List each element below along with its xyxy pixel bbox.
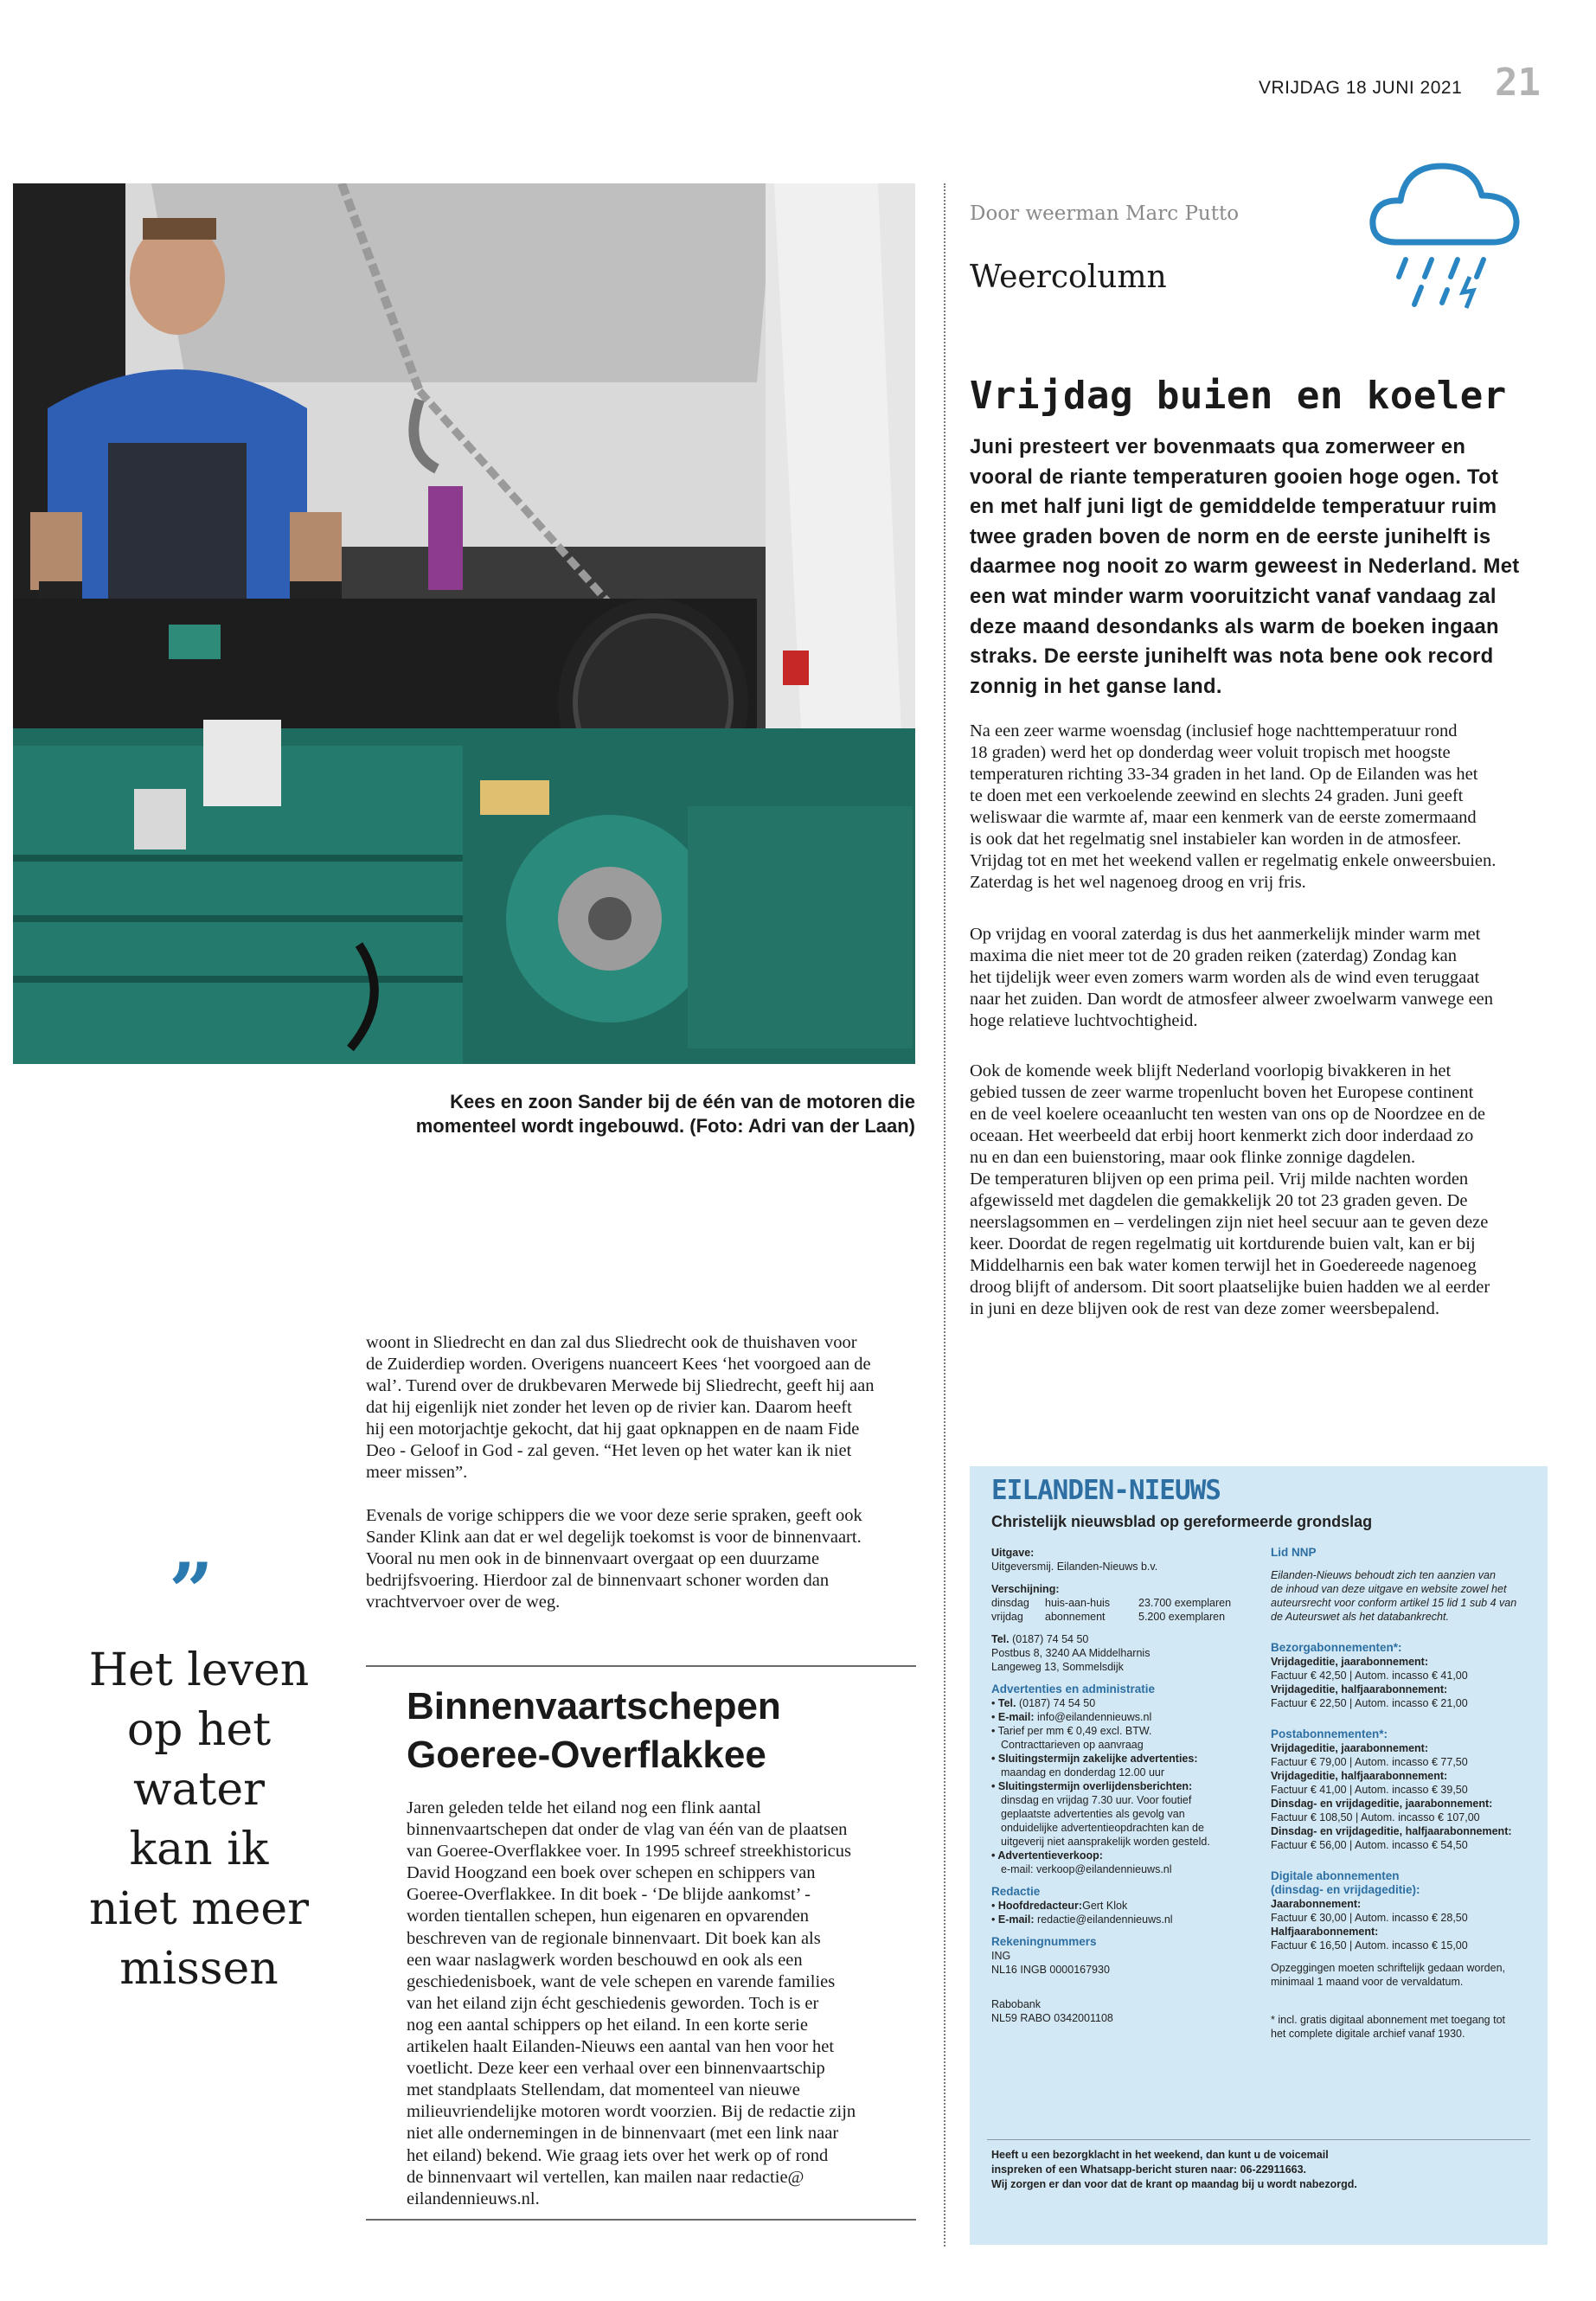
redactie-heading: Redactie: [991, 1885, 1041, 1898]
colophon-box: [970, 1466, 1548, 2245]
hoofdred-value: Gert Klok: [1082, 1900, 1128, 1912]
sub-price: Factuur € 22,50 | Autom. incasso € 21,00: [1271, 1697, 1468, 1709]
caption-line: momenteel wordt ingebouwd. (Foto: Adri van der Laan): [415, 1115, 915, 1137]
text-line: Goeree-Overflakkee. In dit boek - ‘De blijde aankomst’ -: [407, 1885, 811, 1905]
pull-quote-line: water: [132, 1764, 266, 1816]
text-line: wal’. Turend over de drukbevaren Merwede bij Sliedrecht, geeft hij aan: [366, 1376, 875, 1395]
text-line: te doen met een verkoelende zeewind en slechts 24 graden. Juni geeft: [970, 786, 1464, 805]
text-line: Sander Klink aan dat er wel degelijk toekomst is voor de binnenvaart.: [366, 1528, 862, 1547]
weather-lead-line: zonnig in het ganse land.: [970, 674, 1222, 698]
column-divider: [944, 183, 945, 2247]
nnp-heading: Lid NNP: [1271, 1546, 1317, 1559]
text-line: eilandennieuws.nl.: [407, 2189, 540, 2208]
sluit-zak-value: maandag en donderdag 12.00 uur: [1001, 1766, 1165, 1779]
sub-price: Factuur € 41,00 | Autom. incasso € 39,50: [1271, 1784, 1468, 1796]
verschijning-row: [991, 1610, 1277, 1624]
text-line: keer. Doordat de regen regelmatig uit kortdurende buien valt, kan er bij: [970, 1234, 1476, 1253]
text-line: 18 graden) werd het op donderdag weer voluit tropisch met hoogste: [970, 743, 1451, 762]
weather-lead-line: twee graden boven de norm en de eerste junihelft is: [970, 524, 1491, 548]
text-line: niet alle ondernemingen in de binnenvaart (met een link naar: [407, 2124, 839, 2144]
adv-heading: Advertenties en administratie: [991, 1682, 1156, 1695]
text-line: hoge relatieve luchtvochtigheid.: [970, 1011, 1198, 1030]
text-line: Evenals de vorige schippers die we voor deze serie spraken, geeft ook: [366, 1506, 862, 1525]
weather-byline: Door weerman Marc Putto: [970, 202, 1240, 225]
photo-caption: [346, 1090, 915, 1138]
sub-label: Vrijdageditie, halfjaarabonnement:: [1271, 1683, 1448, 1695]
opzeg-line: Opzeggingen moeten schriftelijk gedaan worden,: [1271, 1962, 1506, 1974]
sidebar-body: [407, 1798, 917, 2210]
sidebar-headline: [407, 1682, 917, 1779]
tel-label: Tel.: [991, 1633, 1010, 1645]
text-line: Ook de komende week blijft Nederland voorlopig bivakkeren in het: [970, 1061, 1452, 1080]
rek-rabo-name: Rabobank: [991, 1998, 1041, 2010]
telephone: [991, 1632, 1277, 1646]
digi-heading-2: (dinsdag- en vrijdageditie):: [1271, 1883, 1420, 1896]
uitgave-label: Uitgave:: [991, 1547, 1035, 1559]
klacht-line: Heeft u een bezorgklacht in het weekend, dan kunt u de voicemail: [991, 2149, 1329, 2161]
nnp-line: de inhoud van deze uitgave en website zowel het: [1271, 1583, 1507, 1595]
sub-price: Factuur € 30,00 | Autom. incasso € 28,50: [1271, 1912, 1468, 1924]
sub-price: Factuur € 42,50 | Autom. incasso € 41,00: [1271, 1670, 1468, 1682]
text-line: temperaturen richting 33-34 graden in het land. Op de Eilanden was het: [970, 765, 1478, 784]
opzeg-line: minimaal 1 maand voor de vervaldatum.: [1271, 1976, 1464, 1988]
bezorg-heading: Bezorgabonnementen*:: [1271, 1641, 1402, 1654]
weather-lead-line: daarmee nog nooit zo warm geweest in Nederland. Met: [970, 554, 1520, 579]
rek-ing-name: ING: [991, 1950, 1011, 1962]
verkoop-value: e-mail: verkoop@eilandennieuws.nl: [1001, 1863, 1172, 1875]
sub-price: Factuur € 79,00 | Autom. incasso € 77,50: [1271, 1756, 1468, 1768]
sluit-zak-label: • Sluitingstermijn zakelijke advertenties:: [991, 1752, 1277, 1766]
sub-price: Factuur € 56,00 | Autom. incasso € 54,50: [1271, 1839, 1468, 1851]
sluit-ovl-line: onduidelijke advertentieopdrachten kan de: [1001, 1822, 1204, 1834]
sidebar-headline-line: Goeree-Overflakkee: [407, 1734, 766, 1776]
sidebar-bottom-rule: [366, 2219, 916, 2221]
verschijning-count: 23.700 exemplaren: [1138, 1597, 1232, 1609]
text-line: de Zuiderdiep worden. Overigens nuanceert Kees ‘het voorgoed aan de: [366, 1355, 871, 1374]
bezorgklacht-notice: [991, 2148, 1536, 2192]
klacht-line: Wij zorgen er dan voor dat de krant op maandag bij u wordt nabezorgd.: [991, 2178, 1357, 2190]
article-paragraph-1: [366, 1332, 916, 1484]
address-line: Langeweg 13, Sommelsdijk: [991, 1661, 1124, 1673]
post-heading: Postabonnementen*:: [1271, 1727, 1388, 1740]
weather-paragraph-3: [970, 1061, 1558, 1320]
weather-lead-line: straks. De eerste junihelft was nota bene ook record: [970, 644, 1494, 669]
weather-column-title: Weercolumn: [970, 260, 1167, 295]
redactie-email: [991, 1913, 1277, 1926]
colophon-left-column: [991, 1546, 1277, 2025]
text-line: Deo - Geloof in God - zal geven. “Het leven op het water kan ik niet: [366, 1441, 852, 1460]
text-line: Zaterdag is het wel nagenoeg droog en vrij fris.: [970, 873, 1306, 892]
sub-label: Halfjaarabonnement:: [1271, 1926, 1379, 1938]
text-line: De temperaturen blijven op een prima peil. Vrij milde nachten worden: [970, 1170, 1469, 1189]
rekening-heading: Rekeningnummers: [991, 1935, 1097, 1948]
adv-email-label: E-mail:: [997, 1711, 1035, 1723]
text-line: oceaan. Het weerbeeld dat erbij hoort kenmerkt zich door inderdaad zo: [970, 1126, 1474, 1145]
sub-label: Dinsdag- en vrijdageditie, halfjaarabonnement:: [1271, 1825, 1512, 1837]
text-line: bedrijfsvoering. Hierdoor zal de binnenvaart schoner worden dan: [366, 1571, 830, 1590]
adv-tarief-2: Contracttarieven op aanvraag: [1001, 1739, 1144, 1751]
text-line: van het eiland zijn écht geschiedenis geworden. Toch is er: [407, 1993, 819, 2013]
sub-label: Vrijdageditie, halfjaarabonnement:: [1271, 1770, 1448, 1782]
weather-lead-line: vooral de riante temperaturen gooien hoge ogen. Tot: [970, 465, 1499, 489]
sub-label: Vrijdageditie, jaarabonnement:: [1271, 1656, 1428, 1668]
text-line: het eiland) bekend. Wie graag iets over het werk op of rond: [407, 2145, 829, 2165]
page-number: 21: [1495, 61, 1541, 105]
sluit-ovl-line: geplaatste advertenties als gevolg van: [1001, 1808, 1185, 1820]
verschijning-row: [991, 1596, 1277, 1610]
text-line: droog blijft of andersom. Dit soort plaatselijke buien hadden we al eerder: [970, 1278, 1490, 1297]
text-line: woont in Sliedrecht en dan zal dus Sliedrecht ook de thuishaven voor: [366, 1333, 857, 1352]
red-email-label: E-mail:: [997, 1913, 1035, 1926]
verschijning-type: huis-aan-huis: [1045, 1597, 1111, 1609]
colophon-separator: [987, 2139, 1530, 2140]
text-line: maxima die niet meer tot de 20 graden reiken (zaterdag) Zondag kan: [970, 946, 1457, 965]
text-line: naar het zuiden. Dan wordt de atmosfeer alweer zwoelwarm vanwege een: [970, 990, 1494, 1009]
text-line: dat hij eigenlijk niet zonder het leven op de rivier kan. Daarom heeft: [366, 1398, 852, 1417]
issue-date: VRIJDAG 18 JUNI 2021: [1259, 78, 1463, 98]
text-line: David Hoogzand een boek over schepen en schippers van: [407, 1863, 816, 1883]
text-line: Op vrijdag en vooral zaterdag is dus het aanmerkelijk minder warm met: [970, 925, 1481, 944]
verschijning-count: 5.200 exemplaren: [1138, 1611, 1226, 1623]
text-line: van Goeree-Overflakkee voer. In 1995 schreef streekhistoricus: [407, 1842, 851, 1862]
text-line: binnenvaartschepen dat onder de vlag van één van de plaatsen: [407, 1820, 848, 1840]
weather-headline: Vrijdag buien en koeler: [970, 374, 1507, 418]
text-line: nog een aantal schippers op het eiland. In een korte serie: [407, 2015, 808, 2035]
weather-paragraph-1: [970, 721, 1558, 894]
rek-ing-number: NL16 INGB 0000167930: [991, 1964, 1110, 1976]
pull-quote-line: Het leven: [88, 1644, 310, 1696]
hoofdredacteur: [991, 1899, 1277, 1913]
text-line: en de veel koelere oceaanlucht ten westen van ons op de Noordzee en de: [970, 1105, 1485, 1124]
adv-tel: [991, 1696, 1277, 1710]
red-email-value: redactie@eilandennieuws.nl: [1037, 1913, 1173, 1926]
text-line: het tijdelijk weer even zomers warm worden als de wind even teruggaat: [970, 968, 1480, 987]
text-line: geschiedenisboek, want de vele schepen en varende families: [407, 1971, 836, 1991]
text-line: meer missen”.: [366, 1463, 468, 1482]
pull-quote-line: kan ik: [129, 1823, 269, 1875]
weather-lead-line: een wat minder warm vooruitzicht vanaf vandaag zal: [970, 584, 1497, 608]
pull-quote-line: niet meer: [88, 1883, 310, 1935]
article-photo: [13, 183, 915, 1064]
pull-quote-line: op het: [126, 1704, 272, 1756]
sidebar-top-rule: [366, 1665, 916, 1667]
text-line: hij een motorjachtje gekocht, dat hij gaat opknappen en de naam Fide: [366, 1420, 860, 1439]
weather-paragraph-2: [970, 924, 1558, 1032]
text-line: artikelen haalt Eilanden-Nieuws een aantal van hen voor het: [407, 2037, 835, 2057]
rek-rabo-number: NL59 RABO 0342001108: [991, 2012, 1113, 2024]
tel-value: (0187) 74 54 50: [1012, 1633, 1089, 1645]
weather-lead-line: deze maand desondanks als warm de boeken ingaan: [970, 614, 1499, 638]
verschijning-day: dinsdag: [991, 1597, 1029, 1609]
text-line: een waar naslagwerk worden beschouwd en ook als een: [407, 1950, 803, 1970]
text-line: afgewisseld met dagdelen die gemakkelijk 20 tot 23 graden geven. De: [970, 1191, 1468, 1210]
sub-label: Dinsdag- en vrijdageditie, jaarabonnement:: [1271, 1798, 1493, 1810]
sluit-ovl-line: uitgeverij niet aansprakelijk worden gesteld.: [1001, 1836, 1210, 1848]
adv-tarief: • Tarief per mm € 0,49 excl. BTW.: [991, 1724, 1277, 1738]
text-line: worden tientallen schepen, hun eigenaren en opvarenden: [407, 1907, 810, 1926]
text-line: neerslagsommen en – verdelingen zijn niet heel secuur aan te geven deze: [970, 1213, 1489, 1232]
sluit-ovl-line: dinsdag en vrijdag 7.30 uur. Voor foutief: [1001, 1794, 1192, 1806]
text-line: in juni en deze blijven ook de rest van deze zomer weersbepalend.: [970, 1299, 1440, 1318]
adv-email: [991, 1710, 1277, 1724]
adv-email-value: info@eilandennieuws.nl: [1037, 1711, 1152, 1723]
text-line: milieuvriendelijke motoren wordt voorzien. Bij de redactie zijn: [407, 2102, 856, 2122]
text-line: Vrijdag tot en met het weekend vallen er regelmatig enkele onweersbuien.: [970, 851, 1497, 870]
verschijning-type: abonnement: [1045, 1611, 1106, 1623]
footnote-line: het complete digitale archief vanaf 1930.: [1271, 2028, 1465, 2040]
text-line: gebied tussen de zeer warme tropenlucht boven het Europese continent: [970, 1083, 1474, 1102]
nnp-line: de Auteurswet als het databankrecht.: [1271, 1611, 1449, 1623]
sub-price: Factuur € 108,50 | Autom. incasso € 107,00: [1271, 1811, 1480, 1823]
rain-cloud-icon: [1362, 147, 1527, 311]
weather-lead-line: Juni presteert ver bovenmaats qua zomerweer en: [970, 435, 1466, 458]
weather-lead: [970, 433, 1549, 702]
text-line: de binnenvaart wil vertellen, kan mailen naar redactie@: [407, 2167, 804, 2187]
text-line: beschreven van de regionale binnenvaart. Dit boek kan als: [407, 1928, 821, 1948]
text-line: Jaren geleden telde het eiland nog een flink aantal: [407, 1798, 761, 1817]
verkoop-label: • Advertentieverkoop:: [991, 1849, 1277, 1862]
text-line: Vooral nu men ook in de binnenvaart overgaat op een duurzame: [366, 1549, 820, 1568]
pull-quote-line: missen: [119, 1943, 279, 1995]
weather-lead-line: en met half juni ligt de gemiddelde temperatuur ruim: [970, 495, 1497, 519]
klacht-line: inspreken of een Whatsapp-bericht sturen naar: 06-22911663.: [991, 2163, 1307, 2176]
address-line: Postbus 8, 3240 AA Middelharnis: [991, 1647, 1151, 1659]
text-line: met standplaats Stellendam, dat momenteel van nieuwe: [407, 2080, 800, 2100]
sidebar-headline-line: Binnenvaartschepen: [407, 1685, 781, 1727]
text-line: nu en dan een buienstoring, maar ook flinke zonnige dagdelen.: [970, 1148, 1416, 1167]
verschijning-label: Verschijning:: [991, 1583, 1060, 1595]
newspaper-tagline: Christelijk nieuwsblad op gereformeerde grondslag: [991, 1513, 1373, 1530]
text-line: is ook dat het regelmatig snel instabieler kan worden in de atmosfeer.: [970, 830, 1462, 849]
hoofdred-label: Hoofdredacteur:: [997, 1900, 1083, 1912]
adv-tel-value: (0187) 74 54 50: [1018, 1697, 1096, 1709]
digi-heading: Digitale abonnementen: [1271, 1869, 1400, 1882]
colophon-right-column: [1271, 1546, 1530, 2041]
text-line: Middelharnis een bak water komen terwijl het in Goedereede nagenoeg: [970, 1256, 1477, 1275]
caption-line: Kees en zoon Sander bij de één van de motoren die: [450, 1091, 915, 1112]
text-line: Na een zeer warme woensdag (inclusief hoge nachttemperatuur rond: [970, 721, 1458, 740]
nnp-line: auteursrecht voor conform artikel 15 lid 1 sub 4 van: [1271, 1597, 1517, 1609]
sub-label: Vrijdageditie, jaarabonnement:: [1271, 1742, 1428, 1754]
text-line: weliswaar die warmte af, maar een kenmerk van de eerste zomermaand: [970, 808, 1477, 827]
sub-price: Factuur € 16,50 | Autom. incasso € 15,00: [1271, 1939, 1468, 1952]
nnp-line: Eilanden-Nieuws behoudt zich ten aanzien van: [1271, 1569, 1496, 1581]
pull-quote: [78, 1641, 320, 1999]
text-line: voetlicht. Deze keer een verhaal over een binnenvaartschip: [407, 2059, 825, 2079]
quote-mark: ”: [169, 1546, 214, 1638]
newspaper-logo: EILANDEN-NIEUWS: [991, 1475, 1221, 1506]
footnote-line: * incl. gratis digitaal abonnement met toegang tot: [1271, 2014, 1506, 2026]
verschijning-day: vrijdag: [991, 1611, 1023, 1623]
text-line: vrachtvervoer over de weg.: [366, 1593, 561, 1612]
adv-tel-label: Tel.: [997, 1697, 1016, 1709]
article-paragraph-2: [366, 1505, 916, 1613]
sub-label: Jaarabonnement:: [1271, 1898, 1362, 1910]
sluit-ovl-label: • Sluitingstermijn overlijdensberichten:: [991, 1779, 1277, 1793]
uitgave-value: Uitgeversmij. Eilanden-Nieuws b.v.: [991, 1561, 1158, 1573]
